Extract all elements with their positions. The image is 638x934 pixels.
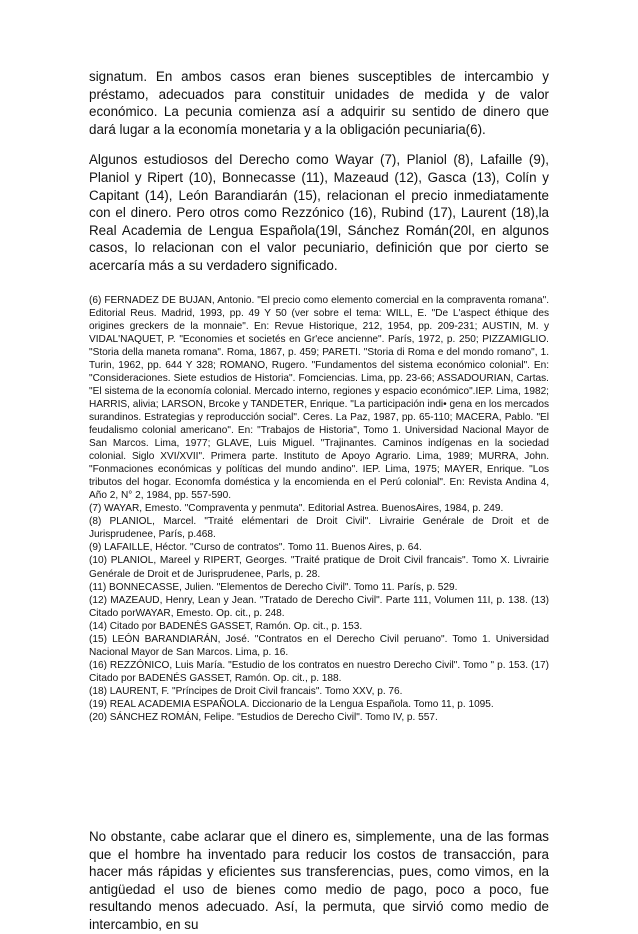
footnote-14: (14) Citado por BADENÉS GASSET, Ramón. Op. cit., p. 153. xyxy=(89,620,363,632)
footnote-8: (8) PLANIOL, Marcel. "Traité elémentari de Droit Civil". Livrairie Genérale de Droit et de Jurisprudenee, París, p.468. xyxy=(89,516,549,541)
footnote-15: (15) LEÓN BARANDIARÁN, José. "Contratos en el Derecho Civil peruano". Tomo 1. Universidad Nacional Mayor de San Marcos. Lima, p. 16. xyxy=(89,633,549,658)
footnote-12-13: (12) MAZEAUD, Henry, Lean y Jean. "Tratado de Derecho Civil". Parte 111, Volumen 11I, p. 138. (13) Citado porWAYAR, Emesto. Op. cit., p. 248. xyxy=(89,594,549,619)
body-paragraph-2: Algunos estudiosos del Derecho como Wayar (7), Planiol (8), Lafaille (9), Planiol y Ripert (10), Bonnecasse (11), Mazeaud (12), Gasca (13), Colín y Capitant (14), León Barandiarán (15), relacionan el precio inmediatamente con el dinero. Pero otros como Rezzónico (16), Rubind (17), Laurent (18),la Real Academia de Lengua Española(19l, Sánchez Román(20l, en algunos casos, lo relacionan con el valor pecuniario, definición que por cierto se acercaría más a su verdadero significado. xyxy=(89,152,549,273)
footnote-19: (19) REAL ACADEMIA ESPAÑOLA. Diccionario de la Lengua Española. Tomo 11, p. 1095. xyxy=(89,698,494,710)
footnote-7: (7) WAYAR, Emesto. "Compraventa y penmuta". Editorial Astrea. BuenosAires, 1984, p. 249. xyxy=(89,503,504,515)
body-paragraph-3: No obstante, cabe aclarar que el dinero es, simplemente, una de las formas que el hombre ha inventado para reducir los costos de transacción, para hacer más rápidas y eficientes sus transferencias, pues, como vimos, en la antigüedad el uso de bienes como medio de pago, poco a poco, fue resultando menos adecuado. Así, la permuta, que sirvió como medio de intercambio, en su xyxy=(89,829,549,932)
footnote-20: (20) SÁNCHEZ ROMÁN, Felipe. "Estudios de Derecho Civil". Tomo IV, p. 557. xyxy=(89,712,438,724)
footnotes-block xyxy=(89,294,549,725)
footnote-9: (9) LAFAILLE, Héctor. "Curso de contratos". Tomo 11. Buenos Aires, p. 64. xyxy=(89,542,422,554)
footnote-16-17: (16) REZZÓNICO, Luis María. "Estudio de los contratos en nuestro Derecho Civil". Tomo " p. 153. (17) Citado por BADENÉS GASSET, Ramón. Op. cit., p. 188. xyxy=(89,659,549,684)
footnote-18: (18) LAURENT, F. "Príncipes de Droit Civil francais". Tomo XXV, p. 76. xyxy=(89,685,403,697)
footnote-10: (10) PLANIOL, Mareel y RIPERT, Georges. "Traité pratique de Droit Civil francais". Tomo X. Livrairie Genérale de Droit et de Jurisprudenee, Parls, p. 28. xyxy=(89,555,549,580)
footnote-6: (6) FERNADEZ DE BUJAN, Antonio. "El precio como elemento comercial en la compraventa romana". Editorial Reus. Madrid, 1993, pp. 49 Y 50 (ver sobre el tema: WILL, E. "De L'aspect éthique des origines greckers de la monnaie". En: Revue Historique, 212, 1954, pp. 209-231; AUSTIN, M. y VIDAL'NAQUET, P. "Economies et societés en Gr'ece ancienne". París, 1972, p. 250; PIZZAMIGLIO. "Storia della maneta romana". Roma, 1867, p. 459; PARETI. "Storia di Roma e del mondo romano", 1. Turin, 1962, pp. 644 Y 328; ROMANO, Rugero. "Fundamentos del sistema económico colonial". En: "Consideraciones. Siete estudios de Historia". Fomciencias. Lima, pp. 23-66; ASSADOURIAN, Cartas. "El sistema de la economía colonial. Mercado interno, regiones y espacio económico".IEP. Lima, 1982; HARRIS, alivia; LARSON, Brcoke y TANDETER, Enrique. "La participación indi• gena en los mercados surandinos. Estrategias y reproducción social". Ceres. La Paz, 1987, pp. 65-110; MACERA, Pablo. "El feudalismo colonial americano". En: "Trabajos de Historia", Tomo 1. Universidad Nacional Mayor de San Marcos. Lima, 1977; GLAVE, Luis Miguel. "Trajinantes. Caminos indígenas en la sociedad colonial. Siglo XVI/XVII". Primera parte. Instituto de Apoyo Agrario. Lima, 1989; MURRA, John. "Fonmaciones económicas y políticas del mundo andino". IEP. Lima, 1975; MAYER, Enrique. "Los tributos del hogar. Economfa doméstica y la encomienda en el Perú colonial". En: Revista Andina 4, Año 2, N° 2, 1984, pp. 557-590. xyxy=(89,294,549,502)
body-paragraph-1: signatum. En ambos casos eran bienes susceptibles de intercambio y préstamo, adecuados para constituir unidades de medida y de valor económico. La pecunia comienza así a adquirir su sentido de dinero que dará lugar a la economía monetaria y a la obligación pecuniaria(6). xyxy=(89,69,549,137)
footnote-11: (11) BONNECASSE, Julien. "Elementos de Derecho Civil". Tomo 11. París, p. 529. xyxy=(89,581,458,593)
document-page xyxy=(89,68,549,932)
